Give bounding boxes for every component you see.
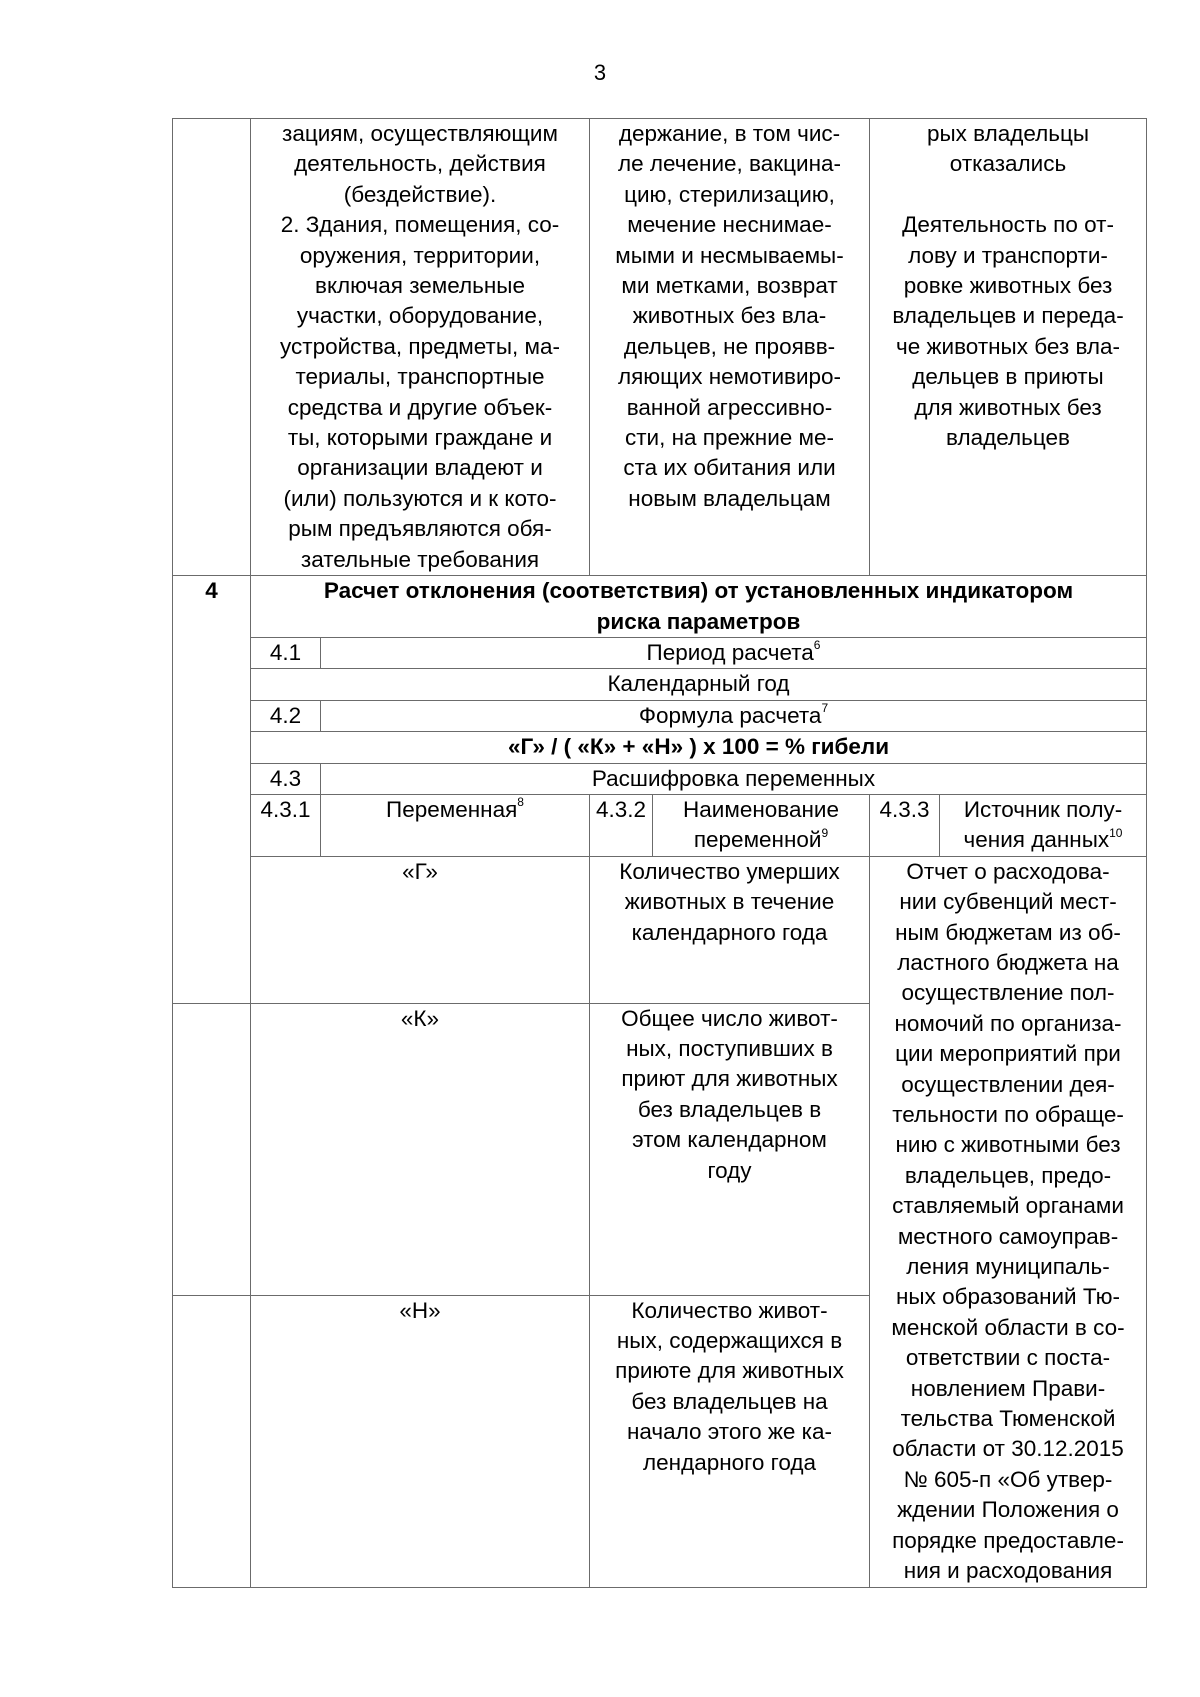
header-label-cell xyxy=(940,794,1147,856)
empty-cell xyxy=(173,119,251,576)
period-value: Календарный год xyxy=(251,669,1147,700)
variables-header-row xyxy=(173,794,1147,856)
footnote-ref: 7 xyxy=(821,701,829,716)
header-number: 4.3.3 xyxy=(870,794,940,856)
footnote-ref: 6 xyxy=(813,638,821,653)
item-label-cell xyxy=(321,700,1147,731)
regulation-table xyxy=(172,118,1147,1588)
variable-symbol: «К» xyxy=(251,1003,590,1295)
variable-symbol: «Н» xyxy=(251,1295,590,1587)
data-source-header: Источник полу- чения данных xyxy=(963,796,1123,853)
table-row xyxy=(173,637,1147,668)
item-number: 4.1 xyxy=(251,637,321,668)
page-number: 3 xyxy=(593,60,607,85)
formula-label: Формула расчета xyxy=(638,702,822,728)
variable-name: Общее число живот- ных, поступивших в приют для животных без владельцев в этом календарном году xyxy=(590,1003,870,1295)
header-number: 4.3.1 xyxy=(251,794,321,856)
empty-cell xyxy=(173,1295,251,1587)
period-label: Период расчета xyxy=(646,639,814,665)
footnote-ref: 8 xyxy=(517,795,524,810)
objects-cell: зациям, осуществляющим деятельность, действия (бездействие). 2. Здания, помещения, со- оружения, территории, включая земельные участки, оборудование, устройства, предметы, ма- териалы, транспортные средства и другие объек- ты, которыми граждане и организации владеют и (или) пользуются и к кото- рым предъявляются обя- зательные требования xyxy=(251,119,590,576)
table-row xyxy=(173,856,1147,1003)
variable-name-header: Наименование переменной xyxy=(683,796,839,853)
data-source: Отчет о расходова- нии субвенций мест- ным бюджетам из об- ластного бюджета на осуществление пол- номочий по организа- ции мероприятий при осуществлении дея- тельности по обраще- нию с животными без владельцев, предо- ставляемый органами местного самоуправ- ления муниципаль- ных образований Тю- менской области в со- ответствии с поста- новлением Прави- тельства Тюменской области от 30.12.2015 № 605-п «Об утвер- ждении Положения о порядке предоставле- ния и расходования xyxy=(870,856,1147,1587)
item-number: 4.3 xyxy=(251,763,321,794)
section-title: Расчет отклонения (соответствия) от установленных индикатором риска параметров xyxy=(251,576,1147,638)
footnote-ref: 9 xyxy=(821,825,829,840)
header-label-cell xyxy=(653,794,870,856)
item-label-cell xyxy=(321,637,1147,668)
table-row xyxy=(173,763,1147,794)
header-label-cell xyxy=(321,794,590,856)
variable-name: Количество живот- ных, содержащихся в приюте для животных без владельцев на начало этого же ка- лендарного года xyxy=(590,1295,870,1587)
item-number: 4.2 xyxy=(251,700,321,731)
variable-header: Переменная xyxy=(386,796,518,822)
header-number: 4.3.2 xyxy=(590,794,653,856)
section-number: 4 xyxy=(173,576,251,1003)
variable-symbol: «Г» xyxy=(251,856,590,1003)
table-row xyxy=(173,669,1147,700)
table-row xyxy=(173,700,1147,731)
activity-type-cell: рых владельцы отказались Деятельность по от- лову и транспорти- ровке животных без владельцев и переда- че животных без вла- дельцев в приюты для животных без владельцев xyxy=(870,119,1147,576)
empty-cell xyxy=(173,1003,251,1295)
variable-name: Количество умерших животных в течение календарного года xyxy=(590,856,870,1003)
table-row xyxy=(173,732,1147,763)
footnote-ref: 10 xyxy=(1109,825,1123,840)
activity-cell: держание, в том чис- ле лечение, вакцина- цию, стерилизацию, мечение неснимае- мыми и несмываемы- ми метками, возврат животных без вла- дельцев, не проявв- ляющих немотивиро- ванной агрессивно- сти, на прежние ме- ста их обитания или новым владельцам xyxy=(590,119,870,576)
variables-label: Расшифровка переменных xyxy=(321,763,1147,794)
table-row xyxy=(173,119,1147,576)
formula: «Г» / ( «К» + «Н» ) х 100 = % гибели xyxy=(251,732,1147,763)
section-header-row xyxy=(173,576,1147,638)
